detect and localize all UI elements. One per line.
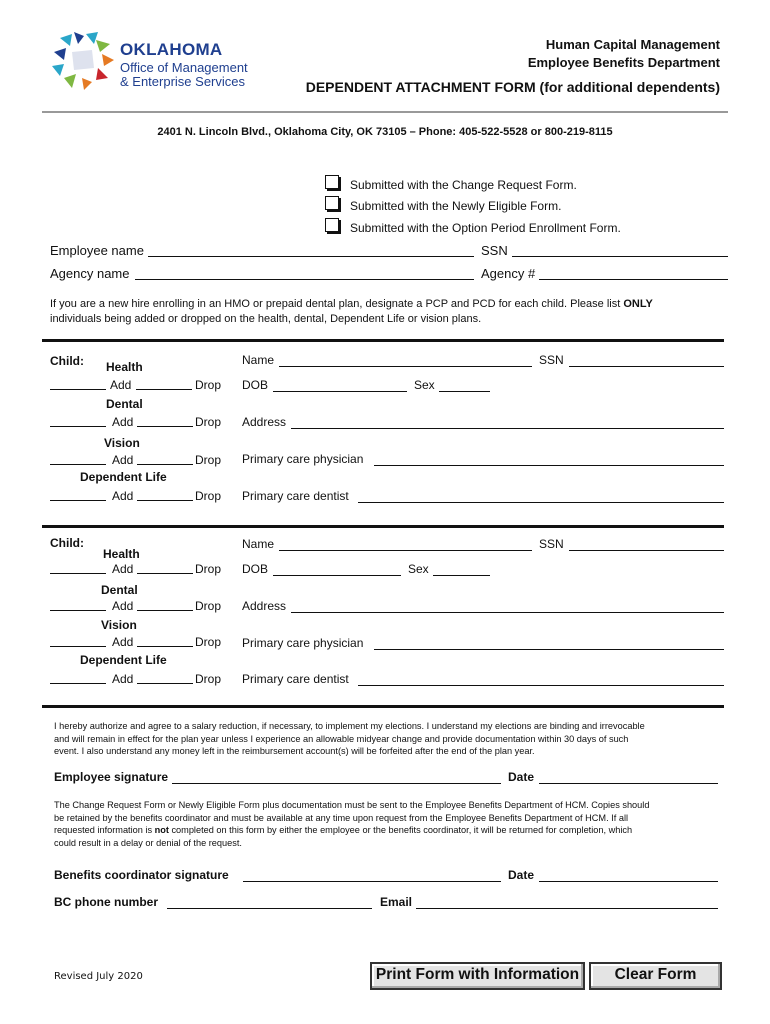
child-2-dental-label: Dental: [101, 583, 138, 597]
form-title: DEPENDENT ATTACHMENT FORM (for additional dependents): [305, 79, 720, 95]
child-1-vision-add-label: Add: [112, 453, 134, 467]
child-2-name-label: Name: [242, 537, 275, 551]
revised-date: Revised July 2020: [54, 971, 143, 982]
child-2-dentist-label: Primary care dentist: [242, 672, 349, 686]
child-2-address-field[interactable]: [291, 612, 724, 613]
agency-name-label: Agency name: [50, 266, 130, 281]
child-2-dob-label: DOB: [242, 562, 269, 576]
authorization-line-2: and will remain in effect for the plan year unless I experience an allowable midyear change and provide documentation within 30 days of such: [54, 733, 629, 744]
notice-text: [54, 799, 744, 849]
address-line: 2401 N. Lincoln Blvd., Oklahoma City, OK 73105 – Phone: 405-522-5528 or 800-219-8115: [157, 126, 613, 138]
option-option-period: Submitted with the Option Period Enrollment Form.: [350, 221, 621, 235]
child-1-address-label: Address: [242, 415, 287, 429]
child-1-dental-drop-label: Drop: [195, 415, 222, 429]
child-2-health-drop-field[interactable]: [137, 573, 193, 574]
child-1-name-label: Name: [242, 353, 275, 367]
child-2-life-add-field[interactable]: [50, 683, 106, 684]
child-1-life-drop-label: Drop: [195, 489, 222, 503]
child-2-physician-field[interactable]: [374, 649, 724, 650]
authorization-text: [54, 720, 744, 758]
child-2-dentist-field[interactable]: [358, 685, 724, 686]
option-change-request: Submitted with the Change Request Form.: [350, 178, 577, 192]
child-1-health-label: Health: [106, 360, 143, 374]
child-1-sex-label: Sex: [414, 378, 435, 392]
child-2-name-field[interactable]: [279, 550, 532, 551]
child-2-health-add-label: Add: [112, 562, 134, 576]
instructions-text-b: individuals being added or dropped on the health, dental, Dependent Life or vision plans.: [50, 313, 482, 325]
logo-title: OKLAHOMA: [120, 40, 223, 59]
child-1-vision-label: Vision: [104, 436, 140, 450]
coordinator-date-label: Date: [508, 868, 535, 882]
child-2-life-drop-field[interactable]: [137, 683, 193, 684]
coordinator-signature-field[interactable]: [243, 881, 501, 882]
clear-form-button[interactable]: Clear Form: [589, 962, 722, 990]
child-1-dentist-field[interactable]: [358, 502, 724, 503]
authorization-line-3: event. I also understand any money left in the reimbursement account(s) will be forfeited after the end of the plan year.: [54, 746, 535, 756]
child-2-dob-field[interactable]: [273, 575, 401, 576]
child-1-physician-field[interactable]: [374, 465, 724, 466]
agency-logo: [50, 30, 270, 92]
header-divider: [42, 111, 728, 113]
child-2-label: Child:: [50, 536, 84, 550]
employee-signature-label: Employee signature: [54, 770, 169, 784]
child-1-health-drop-field[interactable]: [136, 389, 192, 390]
child-1-ssn-label: SSN: [539, 353, 564, 367]
bc-email-field[interactable]: [416, 908, 718, 909]
child-1-dental-add-field[interactable]: [50, 426, 106, 427]
employee-signature-field[interactable]: [172, 783, 501, 784]
child-2-vision-drop-label: Drop: [195, 635, 222, 649]
child-1-address-field[interactable]: [291, 428, 724, 429]
child-1-dob-label: DOB: [242, 378, 269, 392]
employee-date-field[interactable]: [539, 783, 718, 784]
notice-line-3: requested information is not completed on this form by either the employee or the benefits coordinator, it will be returned for completion, which: [54, 825, 633, 835]
child-1-dental-add-label: Add: [112, 415, 134, 429]
child-2-vision-label: Vision: [101, 618, 137, 632]
checkbox-newly-eligible[interactable]: [325, 196, 339, 210]
child-1-physician-label: Primary care physician: [242, 452, 364, 466]
bc-phone-field[interactable]: [167, 908, 372, 909]
employee-name-field[interactable]: [148, 256, 474, 257]
child-1-vision-add-field[interactable]: [50, 464, 106, 465]
child-1-life-drop-field[interactable]: [137, 500, 193, 501]
child-2-life-label: Dependent Life: [80, 653, 167, 667]
employee-date-label: Date: [508, 770, 535, 784]
notice-line-4: could result in a delay or denial of the request.: [54, 837, 242, 848]
child-1-ssn-field[interactable]: [569, 366, 724, 367]
instructions-text-a: If you are a new hire enrolling in an HMO or prepaid dental plan, designate a PCP and PCD for each child. Please list: [50, 298, 624, 310]
notice-emphasis: not: [154, 825, 169, 835]
coordinator-date-field[interactable]: [539, 881, 718, 882]
child-1-dob-field[interactable]: [273, 391, 407, 392]
child-2-health-label: Health: [103, 547, 140, 561]
child-2-dental-add-label: Add: [112, 599, 134, 613]
authorization-line-1: I hereby authorize and agree to a salary reduction, if necessary, to implement my elections. I understand my elections are binding and irrevocable: [54, 721, 645, 731]
child-1-dentist-label: Primary care dentist: [242, 489, 349, 503]
print-form-button[interactable]: Print Form with Information: [370, 962, 585, 990]
child-2-dental-drop-label: Drop: [195, 599, 222, 613]
bc-phone-label: BC phone number: [54, 895, 158, 909]
employee-ssn-label: SSN: [481, 243, 508, 258]
child-1-name-field[interactable]: [279, 366, 532, 367]
logo-line-3: & Enterprise Services: [120, 74, 245, 89]
child-1-vision-drop-field[interactable]: [137, 464, 193, 465]
child-1-health-add-label: Add: [110, 378, 132, 392]
child-2-ssn-label: SSN: [539, 537, 564, 551]
logo-star-icon: [50, 30, 116, 92]
notice-line-1: The Change Request Form or Newly Eligible Form plus documentation must be sent to the Employee Benefits Department of HCM. Copies should: [54, 800, 650, 810]
child-2-vision-drop-field[interactable]: [137, 646, 193, 647]
child-2-sex-label: Sex: [408, 562, 429, 576]
child-1-life-add-label: Add: [112, 489, 134, 503]
child-1-health-add-field[interactable]: [50, 389, 106, 390]
child-1-dental-drop-field[interactable]: [137, 426, 193, 427]
logo-line-2: Office of Management: [120, 60, 248, 75]
child-2-dental-drop-field[interactable]: [137, 610, 193, 611]
child-2-life-add-label: Add: [112, 672, 134, 686]
instructions: [50, 297, 740, 327]
option-newly-eligible: Submitted with the Newly Eligible Form.: [350, 199, 562, 213]
child-1-label: Child:: [50, 354, 84, 368]
checkbox-change-request[interactable]: [325, 175, 339, 189]
child-2-dental-add-field[interactable]: [50, 610, 106, 611]
agency-number-label: Agency #: [481, 266, 536, 281]
agency-name-field[interactable]: [135, 279, 474, 280]
child-2-ssn-field[interactable]: [569, 550, 724, 551]
notice-line-2: be retained by the benefits coordinator and must be available at any time upon request from the Employee Benefits Department of HCM. If all: [54, 812, 629, 823]
child-1-life-add-field[interactable]: [50, 500, 106, 501]
child-1-dental-label: Dental: [106, 397, 143, 411]
instructions-emphasis: ONLY: [623, 298, 653, 310]
child-2-sex-field[interactable]: [433, 575, 490, 576]
child-1-life-label: Dependent Life: [80, 470, 167, 484]
coordinator-signature-label: Benefits coordinator signature: [54, 868, 229, 882]
child-2-vision-add-label: Add: [112, 635, 134, 649]
department-name: Human Capital Management: [545, 37, 720, 52]
bc-email-label: Email: [380, 895, 413, 909]
agency-number-field[interactable]: [539, 279, 728, 280]
child-1-vision-drop-label: Drop: [195, 453, 222, 467]
child-2-life-drop-label: Drop: [195, 672, 222, 686]
child-2-health-add-field[interactable]: [50, 573, 106, 574]
employee-ssn-field[interactable]: [512, 256, 728, 257]
child-2-physician-label: Primary care physician: [242, 636, 364, 650]
child-1-sex-field[interactable]: [439, 391, 490, 392]
child-2-health-drop-label: Drop: [195, 562, 222, 576]
employee-name-label: Employee name: [50, 243, 144, 258]
department-subname: Employee Benefits Department: [527, 55, 720, 70]
child-2-top-rule: [42, 525, 724, 528]
child-2-address-label: Address: [242, 599, 287, 613]
child-1-health-drop-label: Drop: [195, 378, 222, 392]
child-2-bottom-rule: [42, 705, 724, 708]
child-2-vision-add-field[interactable]: [50, 646, 106, 647]
child-1-top-rule: [42, 339, 724, 342]
checkbox-option-period[interactable]: [325, 218, 339, 232]
